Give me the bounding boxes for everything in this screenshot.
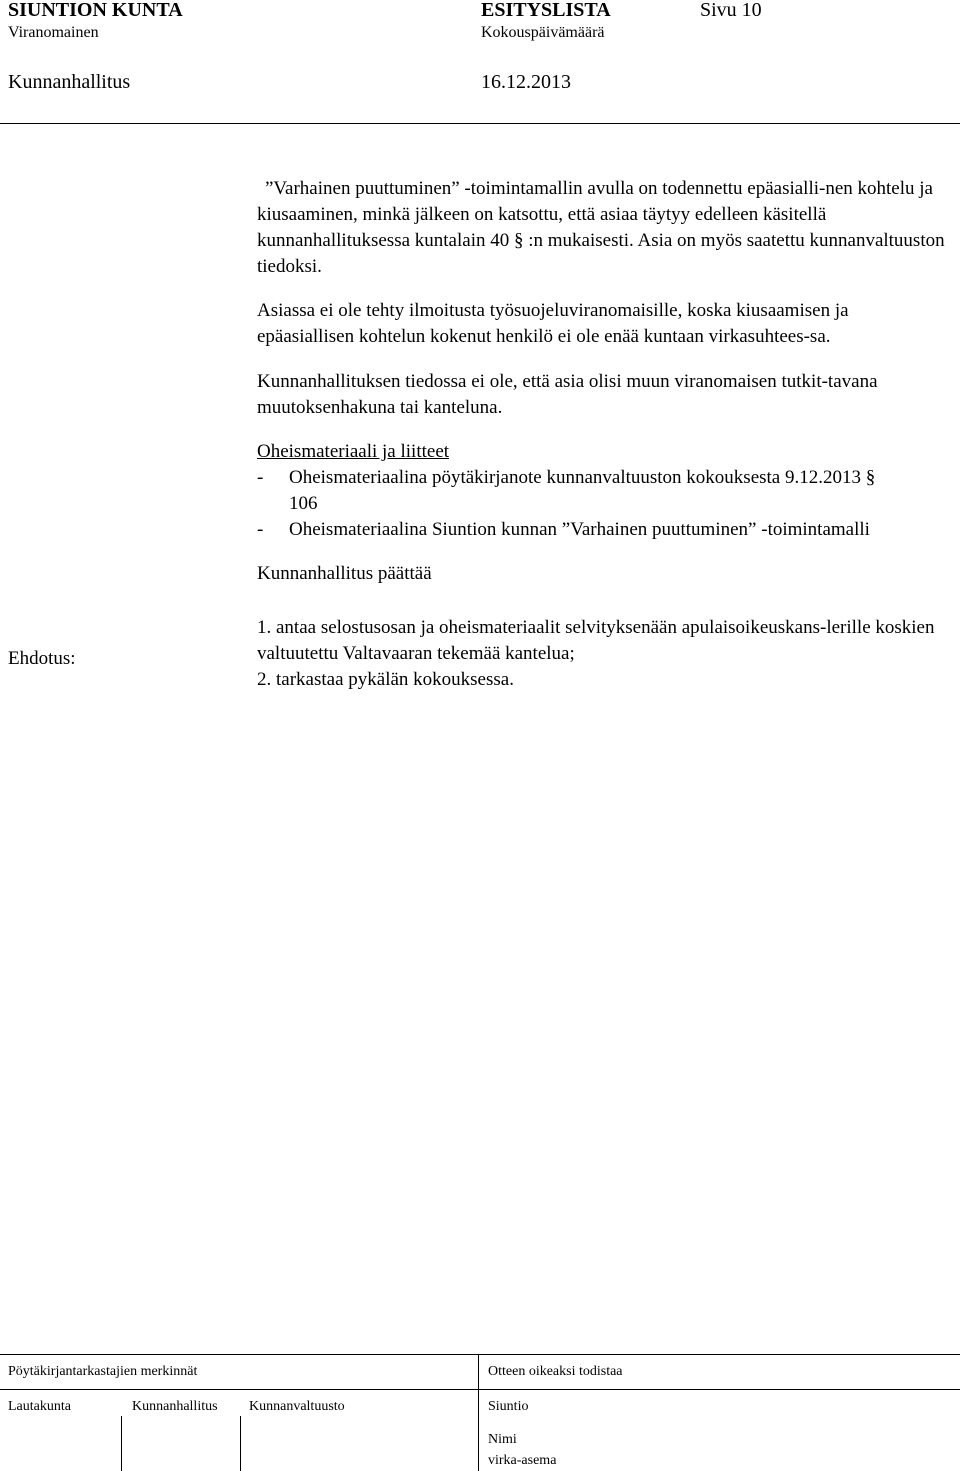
footer-rule [0,1389,960,1390]
municipality-name: SIUNTION KUNTA [8,0,183,21]
paragraph-1: ”Varhainen puuttuminen” -toimintamallin avulla on todennettu epäasialli-nen kohtelu ja kiusaaminen, minkä jälkeen on katsottu, että asiaa täytyy edelleen käsitellä kunnanhallituksessa kuntalain 40 § :n mukaisesti. Asia on myös saatettu kunnanvaltuuston tiedoksi. [257,178,945,277]
footer-column-divider [121,1416,122,1471]
col-kunnanvaltuusto: Kunnanvaltuusto [249,1399,345,1414]
document-type: ESITYSLISTA [481,0,611,21]
attachment-item: - Oheismateriaalina pöytäkirjanote kunnanvaltuuston kokouksesta 9.12.2013 § 106 [257,467,876,514]
header-rule [0,123,960,124]
footer-column-divider [240,1416,241,1471]
page-number: Sivu 10 [700,0,762,21]
col-kunnanhallitus: Kunnanhallitus [132,1399,218,1414]
meeting-date-label: Kokouspäivämäärä [481,24,605,41]
attachments-heading: Oheismateriaali ja liitteet [257,441,450,462]
footer-column-divider [478,1354,479,1471]
authority-label: Viranomainen [8,24,99,41]
meeting-date: 16.12.2013 [481,71,571,93]
body-text [257,176,947,693]
checkers-label: Pöytäkirjantarkastajien merkinnät [8,1364,198,1379]
authority-name: Kunnanhallitus [8,71,131,93]
place: Siuntio [488,1399,529,1414]
proposal-item: 1. antaa selostusosan ja oheismateriaalit selvityksenään apulaisoikeuskans-lerille koskien valtuutettu Valtavaaran tekemää kantelua; [257,617,935,664]
proposal-label: Ehdotus: [8,648,76,669]
name-label: Nimi [488,1432,517,1447]
paragraph-3: Kunnanhallituksen tiedossa ei ole, että asia olisi muun viranomaisen tutkit-tavana muutoksenhakuna tai kanteluna. [257,371,878,418]
footer-rule [0,1354,960,1355]
title-label: virka-asema [488,1453,557,1468]
col-lautakunta: Lautakunta [8,1399,71,1414]
paragraph-2: Asiassa ei ole tehty ilmoitusta työsuojeluviranomaisille, koska kiusaamisen ja epäasiallisen kohtelun kokenut henkilö ei ole enää kuntaan virkasuhtees-sa. [257,300,849,347]
certified-label: Otteen oikeaksi todistaa [488,1364,623,1379]
attachment-item: - Oheismateriaalina Siuntion kunnan ”Varhainen puuttuminen” -toimintamalli [257,519,870,540]
proposal-intro: Kunnanhallitus päättää [257,563,432,584]
proposal-item: 2. tarkastaa pykälän kokouksessa. [257,669,514,690]
